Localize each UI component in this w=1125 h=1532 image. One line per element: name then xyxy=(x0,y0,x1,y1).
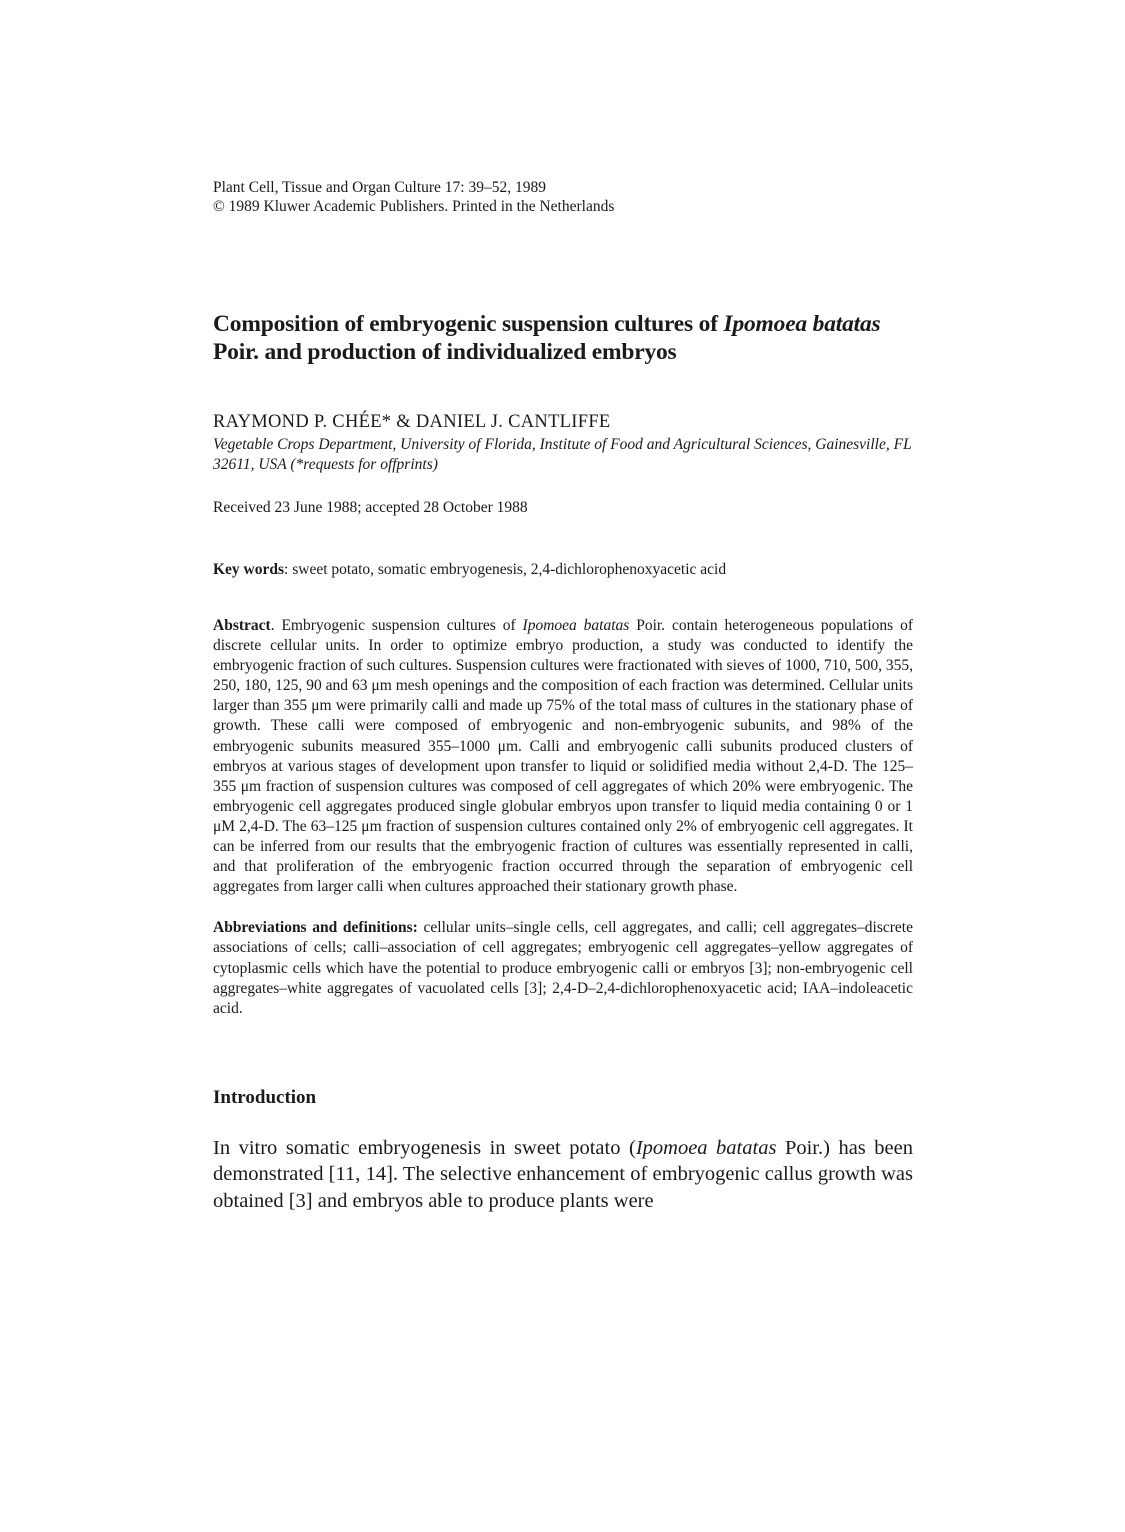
abbreviations-text: cellular units–single cells, cell aggregates, and calli; cell aggregates–discrete associations of cells; calli–association of cell aggregates; embryogenic cell aggregates–yellow aggregates of cytoplasmic cells which have the potential to produce embryogenic calli or embryos [3]; non-embryogenic cell aggregates–white aggregates of vacuolated cells [3]; 2,4-D–2,4-dichlorophenoxyacetic acid; IAA–indoleacetic acid. xyxy=(213,919,913,1017)
title-italic-species: Ipomoea batatas xyxy=(723,311,881,337)
abstract xyxy=(213,616,913,897)
abstract-text-1: . Embryogenic suspension cultures of xyxy=(270,617,523,634)
intro-text-1: In vitro somatic embryogenesis in sweet potato ( xyxy=(213,1136,636,1159)
keywords-label: Key words xyxy=(213,561,285,578)
journal-header xyxy=(213,178,913,216)
affiliation: Vegetable Crops Department, University of Florida, Institute of Food and Agricultural Sciences, Gainesville, FL 32611, USA (*requests for offprints) xyxy=(213,436,912,473)
keywords-text: : sweet potato, somatic embryogenesis, 2,4-dichlorophenoxyacetic acid xyxy=(284,561,727,578)
received-dates: Received 23 June 1988; accepted 28 October 1988 xyxy=(213,499,528,516)
title-text-1: Composition of embryogenic suspension cultures of xyxy=(213,311,724,337)
abstract-text-2: Poir. contain heterogeneous populations of discrete cellular units. In order to optimize embryo production, a study was conducted to identify the embryogenic fraction of such cultures. Suspension cultures were fractionated with sieves of 1000, 710, 500, 355, 250, 180, 125, 90 and 63 μm mesh openings and the composition of each fraction was determined. Cellular units larger than 355 μm were primarily calli and made up 75% of the total mass of cultures in the stationary phase of growth. These calli were composed of embryogenic and non-embryogenic subunits, and 98% of the embryogenic subunits measured 355–1000 μm. Calli and embryogenic calli subunits produced clusters of embryos at various stages of development upon transfer to liquid or solidified media without 2,4-D. The 125–355 μm fraction of suspension cultures was composed of cell aggregates of which 20% were embryogenic. The embryogenic cell aggregates produced single globular embryos upon transfer to liquid media containing 0 or 1 μM 2,4-D. The 63–125 μm fraction of suspension cultures contained only 2% of embryogenic cell aggregates. It can be inferred from our results that the embryogenic fraction of cultures was essentially represented in calli, and that proliferation of the embryogenic fraction occurred through the separation of embryogenic cell aggregates from larger calli when cultures approached their stationary growth phase. xyxy=(213,617,913,896)
introduction-paragraph xyxy=(213,1135,913,1215)
title-text-2: Poir. and production of individualized embryos xyxy=(213,339,677,365)
copyright-line: © 1989 Kluwer Academic Publishers. Printed in the Netherlands xyxy=(213,198,615,215)
journal-citation: Plant Cell, Tissue and Organ Culture 17: 39–52, 1989 xyxy=(213,179,546,196)
keywords xyxy=(213,560,913,580)
intro-italic-species: Ipomoea batatas xyxy=(635,1136,777,1159)
section-heading-introduction: Introduction xyxy=(213,1086,317,1108)
article-page xyxy=(213,178,913,1215)
abbreviations-label: Abbreviations and definitions: xyxy=(213,919,418,937)
abstract-italic-species: Ipomoea batatas xyxy=(522,617,630,634)
abbreviations xyxy=(213,918,913,1018)
intro-text-2: Poir.) has been demonstrated [11, 14]. The selective enhancement of embryogenic callus growth was obtained [3] and embryos able to produce plants were xyxy=(213,1136,913,1212)
article-title xyxy=(213,310,913,366)
authors: RAYMOND P. CHÉE* & DANIEL J. CANTLIFFE xyxy=(213,412,611,432)
abstract-label: Abstract xyxy=(213,617,271,634)
